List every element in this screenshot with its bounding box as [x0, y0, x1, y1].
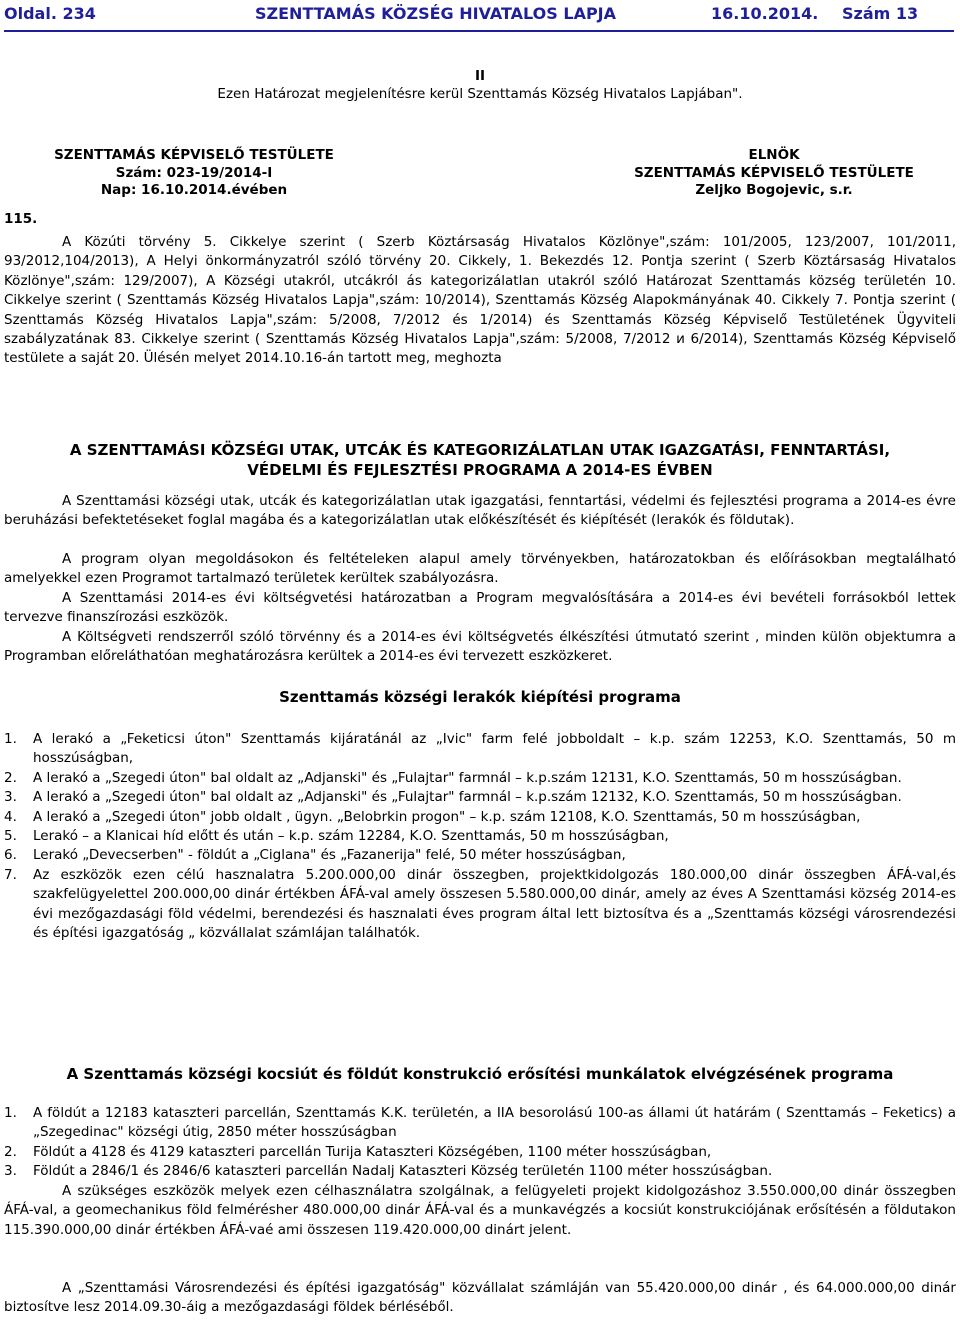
section-2-list: [4, 1104, 956, 1182]
list-item-text: Földút a 2846/1 és 2846/6 kataszteri parcellán Nadalj Kataszteri Község területén 1100 méter hosszúságban.: [33, 1163, 773, 1180]
section-roman: II: [474, 68, 486, 84]
list-item-text: A lerakó a „Szegedi úton" bal oldalt az „Adjanski" és „Fulajtar" farmnál – k.p.szám 12131, K.O. Szenttamás, 50 m hosszúságban.: [33, 769, 902, 786]
main-title-line-2: VÉDELMI ÉS FEJLESZTÉSI PROGRAMA A 2014-ES ÉVBEN: [247, 461, 713, 479]
council-number: Szám: 023-19/2014-I: [115, 164, 273, 181]
header-rule: [4, 30, 954, 32]
list-item-text: A lerakó a „Szegedi úton" jobb oldalt , ügyn. „Belobrkin progon" – k.p. szám 12108, K.O. Szenttamás, 50 m hosszúságban,: [33, 808, 861, 825]
council-name: SZENTTAMÁS KÉPVISELŐ TESTÜLETE: [54, 147, 334, 163]
intro-line: Ezen Határozat megjelenítésre kerül Szenttamás Község Hivatalos Lapjában".: [217, 86, 743, 102]
issue-date: 16.10.2014.: [711, 4, 819, 23]
list-item-number: 1.: [4, 1105, 17, 1121]
section-2-paragraph-1: [4, 1182, 956, 1240]
president-council: SZENTTAMÁS KÉPVISELŐ TESTÜLETE: [634, 164, 914, 181]
issue-number: Szám 13: [842, 4, 919, 23]
body-paragraph-1-text: A Szenttamási községi utak, utcák és kategorizálatlan utak igazgatási, fenntartási, védelmi és fejlesztési programa a 2014-es évre beruházási befektetéseket foglal magába és a kategorizálatlan utak előkészítését és kiépítését (lerakók és földutak).: [4, 493, 956, 529]
preamble: [4, 233, 956, 369]
section-2-paragraph-1-text: A szükséges eszközök melyek ezen célhasználatra szolgálnak, a felügyeleti projekt kidolgozáshoz 3.550.000,00 dinár összegben ÁFÁ-val, a geomechanikus föld felmérésher 480.000,00 dinár ÁFÁ-val és a munkavégzés a kocsiút konstrukciójának erősítésén a földutakon 115.390.000,00 dinár értékben ÁFÁ-vaé ami összesen 119.420.000,00 dinárt jelent.: [4, 1183, 956, 1238]
list-item: [4, 788, 956, 807]
list-item-text: A földút a 12183 kataszteri parcellán, Szenttamás K.K. területén, a IIA besorolású 100-as állami út határám ( Szenttamás – Feketics) a „Szegedinac" községi útig, 2850 méter hosszúságban: [33, 1105, 956, 1141]
body-paragraph-1: [4, 492, 956, 531]
list-item-number: 4.: [4, 808, 17, 825]
list-item-number: 1.: [4, 731, 17, 747]
body-paragraph-3: [4, 589, 956, 628]
list-item-text: Az eszközök ezen célú hasznalatra 5.200.000,00 dinár összegben, projektkidolgozás 180.000,00 dinár összegben ÁFÁ-val,és szakfelügyelettel 200.000,00 dinár értékben ÁFÁ-val amely összesen 5.580.000,00 dinár, amely az éves A Szenttamási község 2014-es évi mezőgazdasági föld védelmi, berendezési és hasznalati éves program által lett biztosítva és a „Szenttamás községi városrendezési és építési igazgatóság „ közvállalat számlájan találhatók.: [33, 866, 956, 942]
list-item-number: 6.: [4, 847, 17, 864]
gazette-name: SZENTTAMÁS KÖZSÉG HIVATALOS LAPJA: [255, 4, 617, 23]
list-item: [4, 1162, 956, 1181]
main-title: [0, 440, 960, 480]
list-item-number: 3.: [4, 1163, 17, 1180]
decision-number: 115.: [4, 211, 38, 227]
council-date: Nap: 16.10.2014.évében: [100, 182, 288, 198]
list-item: [4, 846, 956, 865]
body-paragraph-4: [4, 628, 956, 667]
list-item: [4, 866, 956, 944]
list-item-text: Lerakó „Devecserben" - földút a „Ciglana" és „Fazanerija" felé, 50 méter hosszúságban,: [33, 847, 626, 864]
body-paragraph-3-text: A Szenttamási 2014-es évi költségvetési határozatban a Program megvalósítására a 2014-es évi bevételi forrásokból lettek tervezve finanszírozási eszközök.: [4, 590, 956, 626]
list-item-text: Lerakó – a Klanicai híd előtt és után – k.p. szám 12284, K.O. Szenttamás, 50 m hosszúságban,: [33, 828, 669, 845]
body-paragraph-2-text: A program olyan megoldásokon és feltételeken alapul amely törvényekben, határozatokban és előírásokban megtalálható amelyekkel ezen Programot tartalmazó területek kerültek szabályozásra.: [4, 551, 956, 587]
body-paragraph-4-text: A Költségveti rendszerről szóló törvénny és a 2014-es évi költségvetés élkészítési útmutató szerint , minden külön objektumra a Programban előreláthatóan meghatározásra kerültek a 2014-es évi tervezett eszközkeret.: [4, 629, 956, 665]
preamble-text: A Közúti törvény 5. Cikkelye szerint ( Szerb Köztársaság Hivatalos Közlönye",szám: 101/2005, 123/2007, 101/2011, 93/2012,104/2013), A Helyi önkormányzatról szóló törvény 20. Cikkely, 1. Bekezdés 12. Pontja szerint ( Szerb Köztársaság Hivatalos Közlönye",szám: 129/2007), A Községi utakról, utcákról ás kategorizálatlan utakról szóló Határozat Szenttamás község területén 10. Cikkelye szerint ( Szenttamás Község Hivatalos Lapja",szám: 10/2014), Szenttamás Község Alapokmányának 40. Cikkely 7. Pontja szerint ( Szenttamás Község Hivatalos Lapja",szám: 5/2008, 7/2012 és 1/2014) és Szenttamás Község Képviselő Testületének Ügyviteli szabályzatának 83. Cikkelye szerint ( Szenttamás Község Hivatalos Lapja",szám: 5/2008, 7/2012 и 6/2014), Szenttamás Község Képviselő testülete a saját 20. Ülésén melyet 2014.10.16-án tartott meg, meghozta: [4, 234, 956, 367]
section-2-paragraph-2-text: A „Szenttamási Városrendezési és építési igazgatóság" közvállalat számláján van 55.420.000,00 dinár , és 64.000.000,00 dinár biztosítve lesz 2014.09.30-áig a mezőgazdasági földek bérléséből.: [4, 1280, 956, 1316]
list-item-number: 2.: [4, 769, 17, 786]
list-item: [4, 769, 956, 788]
list-item-number: 7.: [4, 866, 17, 883]
president-name: Zeljko Bogojevic, s.r.: [695, 182, 853, 198]
body-paragraph-2: [4, 550, 956, 589]
list-item-number: 5.: [4, 828, 17, 845]
list-item: [4, 1104, 956, 1143]
list-item-text: A lerakó a „Szegedi úton" bal oldalt az „Adjanski" és „Fulajtar" farmnál – k.p.szám 12132, K.O. Szenttamás, 50 m hosszúságban.: [33, 789, 902, 806]
section-2-paragraph-2: [4, 1279, 956, 1318]
page-number: Oldal. 234: [4, 4, 96, 23]
council-block: [44, 147, 344, 200]
section-2-title: A Szenttamás községi kocsiút és földút konstrukció erősítési munkálatok elvégzésének programa: [66, 1065, 894, 1083]
list-item-number: 3.: [4, 789, 17, 806]
list-item-text: A lerakó a „Feketicsi úton" Szenttamás kijáratánál az „Ivic" farm felé jobboldalt – k.p. szám 12253, K.O. Szenttamás, 50 m hosszúságban,: [33, 731, 956, 767]
page-header: [4, 4, 952, 26]
list-item-text: Földút a 4128 és 4129 kataszteri parcellán Turija Kataszteri Községében, 1100 méter hosszúságban,: [33, 1143, 712, 1160]
list-item: [4, 1143, 956, 1162]
main-title-line-1: A SZENTTAMÁSI KÖZSÉGI UTAK, UTCÁK ÉS KATEGORIZÁLATLAN UTAK IGAZGATÁSI, FENNTARTÁSI,: [69, 441, 891, 459]
president-title: ELNÖK: [748, 147, 800, 163]
section-1-list: [4, 730, 956, 943]
list-item: [4, 827, 956, 846]
list-item: [4, 730, 956, 769]
list-item-number: 2.: [4, 1143, 17, 1160]
list-item: [4, 808, 956, 827]
section-1-title: Szenttamás községi lerakók kiépítési programa: [279, 688, 681, 706]
president-block: [612, 147, 936, 200]
